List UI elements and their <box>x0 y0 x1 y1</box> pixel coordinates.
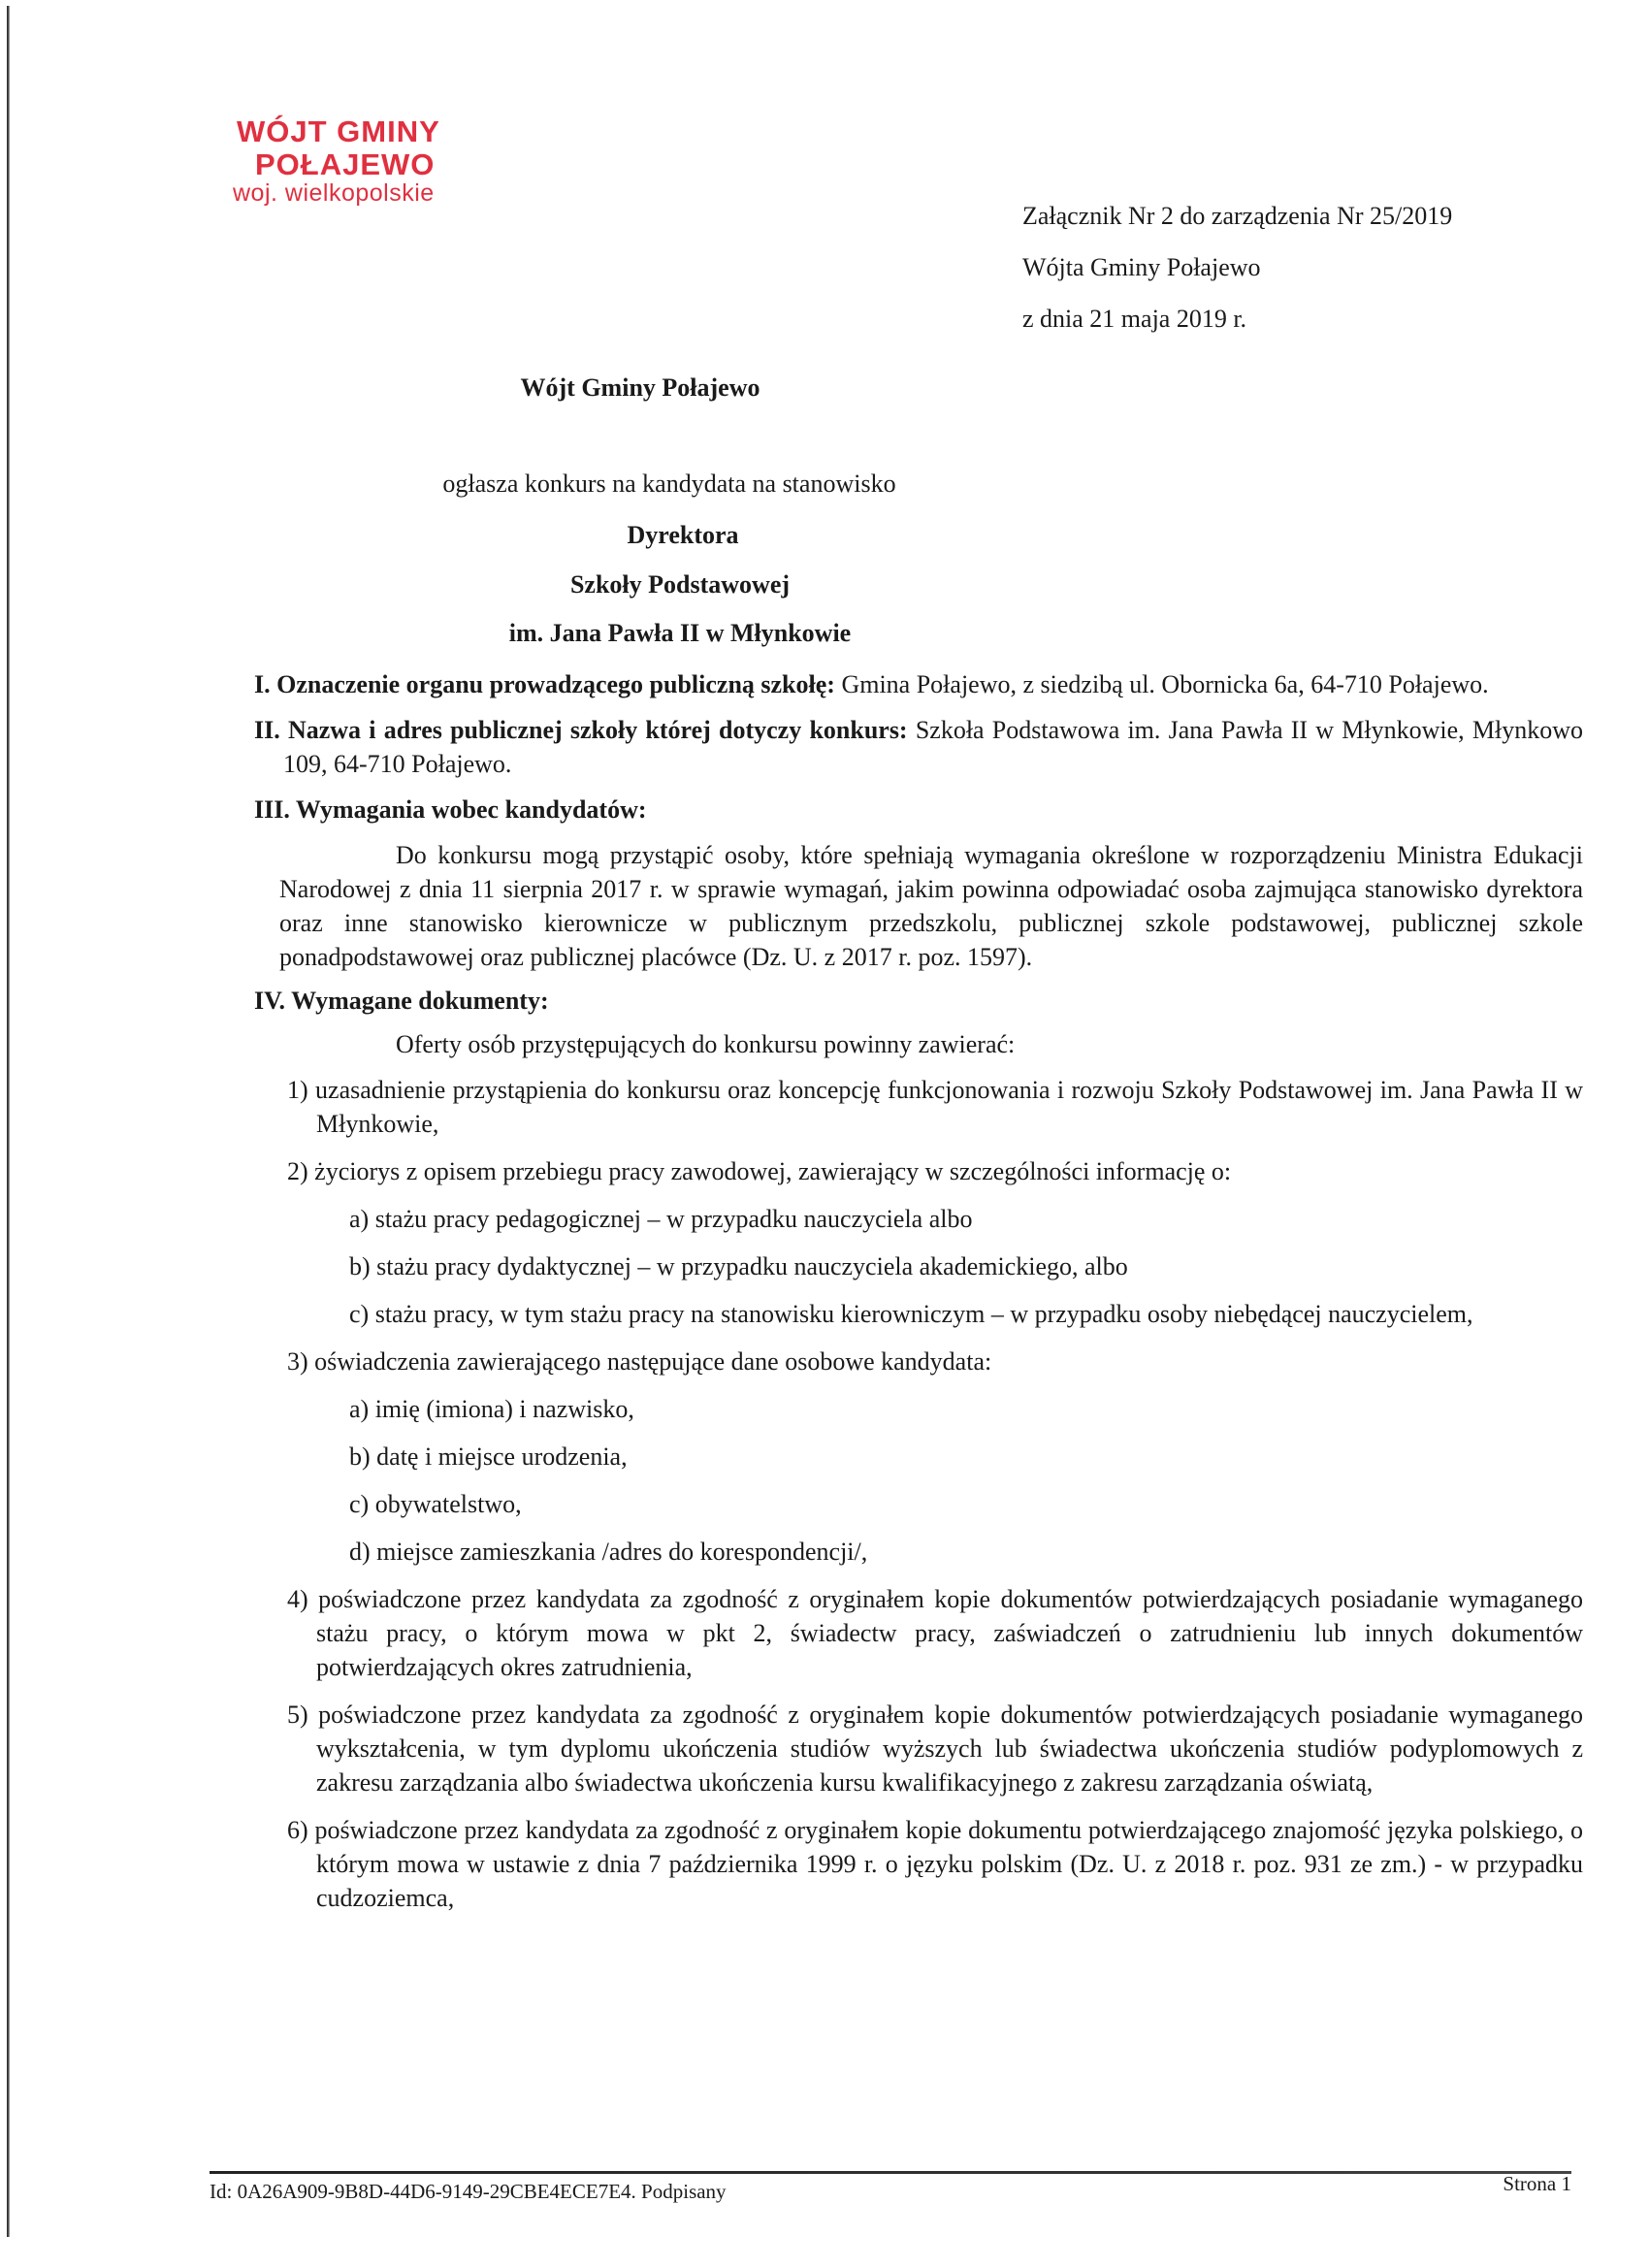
list-item-3d: d) miejsce zamieszkania /adres do korespondencji/, <box>349 1538 868 1566</box>
official-stamp <box>233 116 524 206</box>
section-4 <box>254 984 1583 1915</box>
list-item-1: 1) uzasadnienie przystąpienia do konkursu oraz koncepcję funkcjonowania i rozwoju Szkoły Podstawowej im. Jana Pawła II w Młynkowie, <box>287 1076 1583 1138</box>
stamp-line-3: woj. wielkopolskie <box>233 179 435 207</box>
section-1-text: Gmina Połajewo, z siedzibą ul. Obornicka 6a, 64-710 Połajewo. <box>834 670 1489 698</box>
section-3-text: Do konkursu mogą przystąpić osoby, które spełniają wymagania określone w rozporządzeniu Ministra Edukacji Narodowej z dnia 11 sierpnia 2017 r. w sprawie wymagań, jakim powinna odpowiadać osoba zajmująca stanowisko dyrektora oraz inne stanowisko kierownicze w publicznym przedszkolu, publicznej szkole podstawowej, publicznej szkole ponadpodstawowej oraz publicznej placówce (Dz. U. z 2017 r. poz. 1597). <box>279 841 1583 971</box>
position-title-2: Szkoły Podstawowej <box>569 570 791 599</box>
list-item-6: 6) poświadczone przez kandydata za zgodność z oryginałem kopie dokumentu potwierdzającego znajomość języka polskiego, o którym mowa w ustawie z dnia 7 października 1999 r. o języku polskim (Dz. U. z 2018 r. poz. 931 ze zm.) - w przypadku cudzoziemca, <box>287 1816 1583 1912</box>
section-2 <box>254 713 1583 781</box>
section-3-heading: III. Wymagania wobec kandydatów: <box>254 795 647 824</box>
annex-line-2: Wójta Gminy Połajewo <box>1022 253 1261 281</box>
position-title-3: im. Jana Pawła II w Młynkowie <box>508 619 852 647</box>
list-item-3b: b) datę i miejsce urodzenia, <box>349 1442 628 1471</box>
section-1-heading: I. Oznaczenie organu prowadzącego publiczną szkołę: <box>254 670 835 698</box>
section-1 <box>254 667 1583 701</box>
document-body <box>254 667 1583 1928</box>
footer-divider <box>210 2171 1571 2174</box>
section-2-heading: II. Nazwa i adres publicznej szkoły której dotyczy konkurs: <box>254 716 908 744</box>
list-item-2: 2) życiorys z opisem przebiegu pracy zawodowej, zawierający w szczególności informację o: <box>287 1157 1232 1185</box>
issuer-heading: Wójt Gminy Połajewo <box>520 373 760 402</box>
list-item-5: 5) poświadczone przez kandydata za zgodność z oryginałem kopie dokumentów potwierdzających posiadanie wymaganego wykształcenia, w tym dyplomu ukończenia studiów wyższych lub świadectwa ukończenia studiów podyplomowych z zakresu zarządzania albo świadectwa ukończenia kursu kwalifikacyjnego z zakresu zarządzania oświatą, <box>287 1701 1583 1797</box>
list-item-2c: c) stażu pracy, w tym stażu pracy na stanowisku kierowniczym – w przypadku osoby niebędącej nauczycielem, <box>349 1300 1473 1328</box>
section-4-heading: IV. Wymagane dokumenty: <box>254 987 549 1015</box>
section-3 <box>254 793 1583 974</box>
list-item-4: 4) poświadczone przez kandydata za zgodność z oryginałem kopie dokumentów potwierdzających posiadanie wymaganego stażu pracy, o którym mowa w pkt 2, świadectw pracy, zaświadczeń o zatrudnieniu lub innych dokumentów potwierdzających okres zatrudnienia, <box>287 1585 1583 1681</box>
annex-reference <box>1022 204 1452 358</box>
stamp-line-1: WÓJT GMINY <box>237 114 440 148</box>
section-2-text: Szkoła Podstawowa im. Jana Pawła II w Młynkowie, Młynkowo 109, 64-710 Połajewo. <box>283 716 1584 778</box>
list-item-3a: a) imię (imiona) i nazwisko, <box>349 1395 634 1423</box>
annex-line-3: z dnia 21 maja 2019 r. <box>1022 305 1247 333</box>
section-4-lead: Oferty osób przystępujących do konkursu powinny zawierać: <box>396 1030 1016 1058</box>
page-number: Strona 1 <box>1503 2172 1571 2195</box>
list-item-3c: c) obywatelstwo, <box>349 1490 522 1518</box>
document-id: Id: 0A26A909-9B8D-44D6-9149-29CBE4ECE7E4. Podpisany <box>210 2180 727 2203</box>
annex-line-1: Załącznik Nr 2 do zarządzenia Nr 25/2019 <box>1022 202 1453 230</box>
list-item-2a: a) stażu pracy pedagogicznej – w przypadku nauczyciela albo <box>349 1205 973 1233</box>
stamp-line-2: POŁAJEWO <box>255 147 436 181</box>
position-title-1: Dyrektora <box>627 521 739 549</box>
list-item-3: 3) oświadczenia zawierającego następujące dane osobowe kandydata: <box>287 1347 992 1376</box>
scan-edge-line <box>7 6 10 2237</box>
announcement-text: ogłasza konkurs na kandydata na stanowisko <box>442 470 896 498</box>
list-item-2b: b) stażu pracy dydaktycznej – w przypadku nauczyciela akademickiego, albo <box>349 1252 1128 1280</box>
